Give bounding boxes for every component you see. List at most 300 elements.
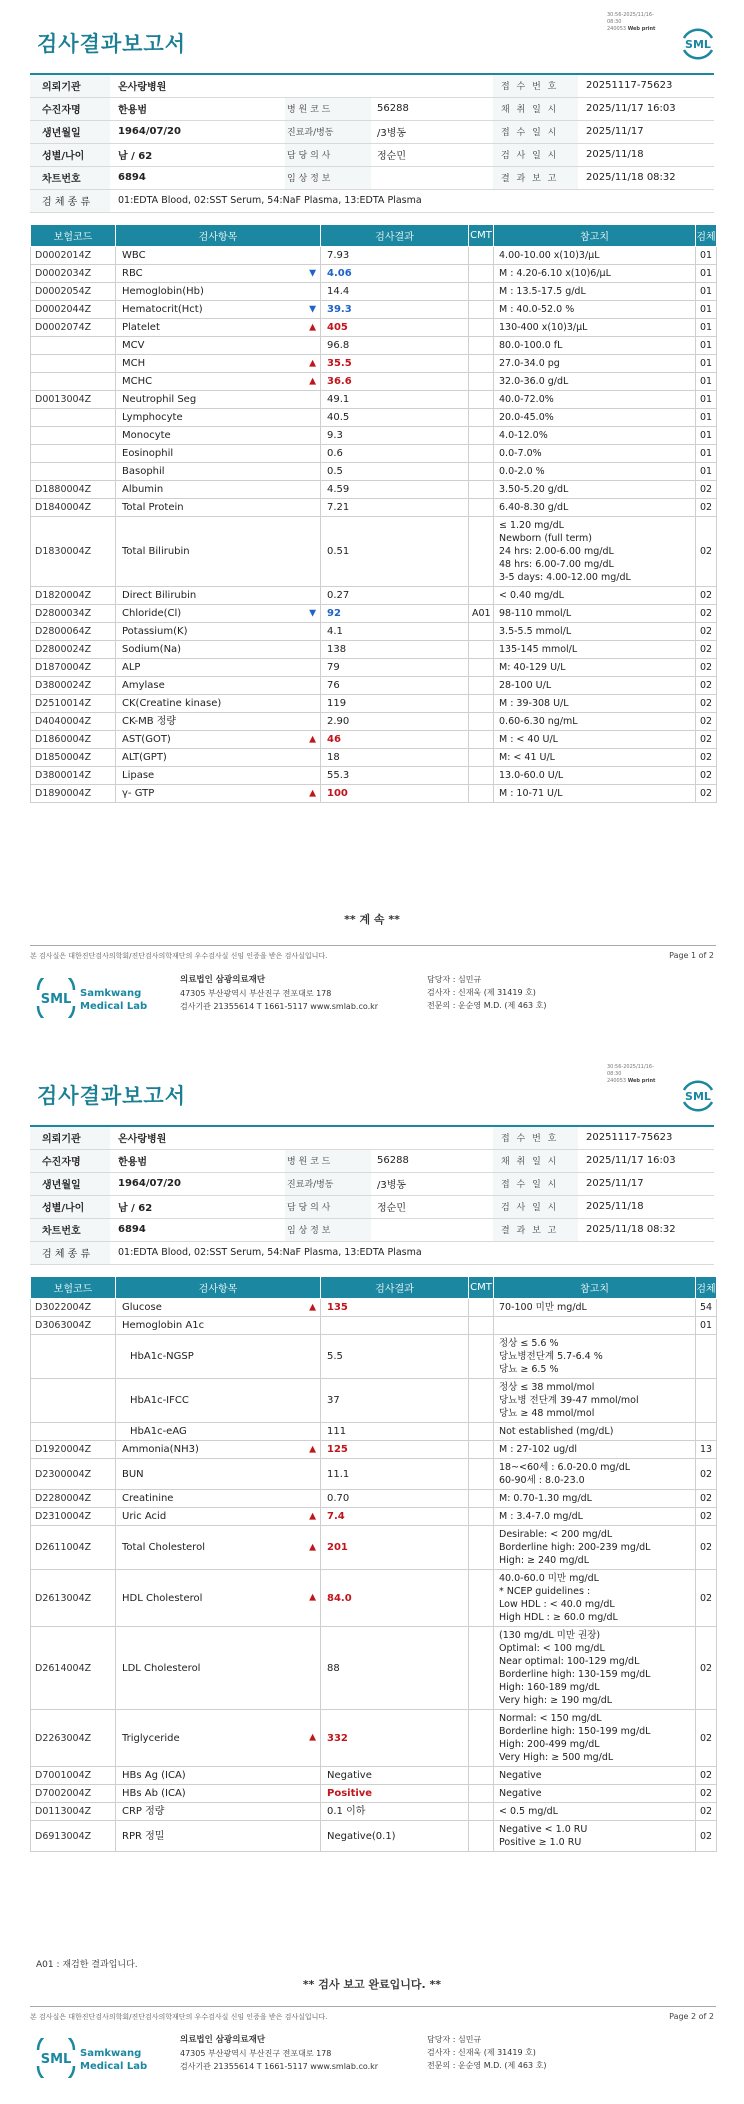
comment-cell xyxy=(469,695,494,713)
col-header-cmt: CMT xyxy=(469,1277,494,1299)
table-row xyxy=(31,659,717,677)
test-item-cell-text: Basophil xyxy=(122,466,165,477)
reference-cell-text: 135-145 mmol/L xyxy=(499,644,578,655)
specimen-cell xyxy=(696,409,717,427)
insurance-code-cell-text: D1880004Z xyxy=(35,484,92,495)
reference-cell xyxy=(494,1803,696,1821)
low-flag-icon: ▼ xyxy=(309,268,316,278)
test-item-cell-text: WBC xyxy=(122,250,146,261)
info-label: 병 원 코 드 xyxy=(285,1149,371,1172)
insurance-code-cell-text: D3022004Z xyxy=(35,1302,92,1313)
svg-text:SML: SML xyxy=(685,1090,711,1103)
result-cell xyxy=(321,785,469,803)
test-item-cell-text: HDL Cholesterol xyxy=(122,1592,203,1604)
result-cell-text: 0.70 xyxy=(327,1493,350,1504)
specimen-cell xyxy=(696,517,717,587)
specimen-cell xyxy=(696,767,717,785)
table-row xyxy=(31,463,717,481)
result-cell-text: 7.21 xyxy=(327,502,350,513)
svg-text:Medical Lab: Medical Lab xyxy=(80,2061,148,2072)
comment-cell xyxy=(469,731,494,749)
insurance-code-cell xyxy=(31,481,116,499)
reference-cell-text: Negative xyxy=(499,1788,542,1799)
reference-cell xyxy=(494,1821,696,1852)
reference-cell xyxy=(494,1785,696,1803)
insurance-code-cell xyxy=(31,1821,116,1852)
insurance-code-cell xyxy=(31,1570,116,1627)
lab-address: 의료법인 삼광의료재단 47305 부산광역시 부산진구 전포대로 178 검사기관 21355614 T 1661-5117 www.smlab.co.kr xyxy=(180,975,379,1011)
low-flag-icon: ▼ xyxy=(309,304,316,314)
footer-divider xyxy=(30,2006,716,2007)
insurance-code-cell-text: D3063004Z xyxy=(35,1320,92,1331)
info-value: 한용범 xyxy=(110,97,285,120)
insurance-code-cell-text: D3800014Z xyxy=(35,770,92,781)
comment-cell xyxy=(469,355,494,373)
result-cell xyxy=(321,695,469,713)
high-flag-icon: ▲ xyxy=(309,358,316,368)
specimen-cell-text: 02 xyxy=(699,1788,713,1799)
insurance-code-cell-text: D3800024Z xyxy=(35,680,92,691)
result-cell-text: Positive xyxy=(327,1788,373,1799)
info-label: 임 상 정 보 xyxy=(285,166,371,189)
insurance-code-cell xyxy=(31,1627,116,1710)
comment-note: A01 : 재검한 결과입니다. xyxy=(36,1960,138,1970)
reference-cell-text: 27.0-34.0 pg xyxy=(499,358,560,369)
specimen-cell xyxy=(696,1821,717,1852)
comment-cell xyxy=(469,1785,494,1803)
reference-cell-text: M : 39-308 U/L xyxy=(499,698,569,709)
specimen-cell-text: 02 xyxy=(699,644,713,655)
test-item-cell xyxy=(116,373,321,391)
insurance-code-cell-text: D2614004Z xyxy=(35,1662,92,1674)
test-item-cell xyxy=(116,695,321,713)
info-label: 담 당 의 사 xyxy=(285,1195,371,1218)
insurance-code-cell-text: D2800034Z xyxy=(35,608,92,619)
test-item-cell-text: Hemoglobin(Hb) xyxy=(122,286,204,297)
report-page-2 xyxy=(0,1052,744,2104)
reference-cell xyxy=(494,1379,696,1423)
reference-cell-text: M : < 40 U/L xyxy=(499,734,558,745)
reference-cell xyxy=(494,1508,696,1526)
insurance-code-cell xyxy=(31,659,116,677)
reference-cell xyxy=(494,677,696,695)
insurance-code-cell-text: D7002004Z xyxy=(35,1788,92,1799)
comment-cell xyxy=(469,1508,494,1526)
result-cell xyxy=(321,409,469,427)
specimen-cell xyxy=(696,785,717,803)
info-label: 검 체 종 류 xyxy=(30,189,110,212)
reference-cell-text: M : 10-71 U/L xyxy=(499,788,563,799)
table-row xyxy=(31,1459,717,1490)
col-header-result: 검사결과 xyxy=(321,225,469,247)
test-item-cell xyxy=(116,1570,321,1627)
result-cell xyxy=(321,283,469,301)
table-row xyxy=(31,373,717,391)
test-item-cell xyxy=(116,1710,321,1767)
info-label: 담 당 의 사 xyxy=(285,143,371,166)
specimen-cell-text: 02 xyxy=(699,626,713,637)
specimen-types: 01:EDTA Blood, 02:SST Serum, 54:NaF Plasma, 13:EDTA Plasma xyxy=(110,1241,714,1264)
result-cell-text: 0.27 xyxy=(327,590,350,601)
specimen-cell-text: 02 xyxy=(699,502,713,513)
info-label: 진료과/병동 xyxy=(285,1172,371,1195)
reference-cell xyxy=(494,1526,696,1570)
result-cell-text: 0.5 xyxy=(327,466,343,477)
info-label: 생년월일 xyxy=(30,1172,110,1195)
reference-cell xyxy=(494,265,696,283)
result-cell-text: 96.8 xyxy=(327,340,350,351)
info-label: 접 수 일 시 xyxy=(493,120,578,143)
specimen-cell-text: 01 xyxy=(699,412,713,423)
table-row xyxy=(31,623,717,641)
table-row xyxy=(31,1710,717,1767)
result-cell xyxy=(321,749,469,767)
reference-cell xyxy=(494,427,696,445)
table-row xyxy=(31,1299,717,1317)
specimen-cell-text: 02 xyxy=(699,546,713,557)
result-cell-text: 49.1 xyxy=(327,394,350,405)
reference-cell-text: 3.50-5.20 g/dL xyxy=(499,484,569,495)
comment-cell xyxy=(469,301,494,319)
insurance-code-cell xyxy=(31,463,116,481)
result-cell-text: 46 xyxy=(327,734,341,745)
result-cell xyxy=(321,659,469,677)
test-item-cell xyxy=(116,391,321,409)
insurance-code-cell xyxy=(31,445,116,463)
page-title: 검사결과보고서 xyxy=(37,32,187,56)
info-value: 6894 xyxy=(110,1218,285,1241)
comment-cell xyxy=(469,587,494,605)
info-value: 한용범 xyxy=(110,1149,285,1172)
result-cell xyxy=(321,1317,469,1335)
patient-info-table xyxy=(30,1125,714,1265)
info-label: 성별/나이 xyxy=(30,143,110,166)
result-cell xyxy=(321,1508,469,1526)
table-row xyxy=(31,265,717,283)
specimen-cell xyxy=(696,1526,717,1570)
insurance-code-cell-text: D1870004Z xyxy=(35,662,92,673)
insurance-code-cell xyxy=(31,1803,116,1821)
result-cell-text: 135 xyxy=(327,1302,348,1313)
specimen-cell xyxy=(696,481,717,499)
reference-cell-text: M: < 41 U/L xyxy=(499,752,555,763)
info-value: 2025/11/17 xyxy=(578,120,714,143)
test-item-cell xyxy=(116,1508,321,1526)
result-cell-text: 88 xyxy=(327,1662,340,1674)
comment-cell xyxy=(469,1803,494,1821)
test-item-cell xyxy=(116,265,321,283)
insurance-code-cell xyxy=(31,283,116,301)
samkwang-logo-icon xyxy=(36,978,156,1018)
specimen-cell-text: 02 xyxy=(699,608,713,619)
sml-logo-icon xyxy=(678,1076,718,1116)
test-item-cell-text: Hemoglobin A1c xyxy=(122,1320,205,1331)
insurance-code-cell-text: D0002014Z xyxy=(35,250,92,261)
specimen-cell xyxy=(696,319,717,337)
specimen-cell-text: 01 xyxy=(699,322,713,333)
lab-address: 의료법인 삼광의료재단 47305 부산광역시 부산진구 전포대로 178 검사기관 21355614 T 1661-5117 www.smlab.co.kr xyxy=(180,2035,379,2071)
specimen-cell-text: 02 xyxy=(699,716,713,727)
result-cell xyxy=(321,731,469,749)
insurance-code-cell xyxy=(31,767,116,785)
table-row xyxy=(31,283,717,301)
insurance-code-cell xyxy=(31,301,116,319)
insurance-code-cell xyxy=(31,319,116,337)
info-value: /3병동 xyxy=(371,120,493,143)
comment-cell xyxy=(469,1423,494,1441)
info-value: 6894 xyxy=(110,166,285,189)
specimen-cell xyxy=(696,499,717,517)
info-value: 56288 xyxy=(371,1149,493,1172)
high-flag-icon: ▲ xyxy=(309,1732,316,1743)
test-item-cell-text: γ- GTP xyxy=(122,788,155,799)
info-value xyxy=(371,166,493,189)
specimen-cell xyxy=(696,1570,717,1627)
test-item-cell xyxy=(116,427,321,445)
insurance-code-cell xyxy=(31,1710,116,1767)
result-cell xyxy=(321,517,469,587)
insurance-code-cell xyxy=(31,337,116,355)
insurance-code-cell xyxy=(31,499,116,517)
result-cell-text: 138 xyxy=(327,644,347,655)
insurance-code-cell-text: D0013004Z xyxy=(35,394,92,405)
svg-text:SML: SML xyxy=(40,992,72,1007)
specimen-cell xyxy=(696,1490,717,1508)
insurance-code-cell xyxy=(31,677,116,695)
table-row xyxy=(31,499,717,517)
result-cell-text: 14.4 xyxy=(327,286,350,297)
table-row xyxy=(31,1526,717,1570)
reference-cell-text: M: 0.70-1.30 mg/dL xyxy=(499,1493,592,1504)
result-cell xyxy=(321,499,469,517)
info-label: 접 수 일 시 xyxy=(493,1172,578,1195)
specimen-cell-text: 01 xyxy=(699,250,713,261)
test-item-cell-text: Ammonia(NH3) xyxy=(122,1444,199,1455)
specimen-cell xyxy=(696,1710,717,1767)
reference-cell xyxy=(494,785,696,803)
specimen-cell xyxy=(696,1299,717,1317)
reference-cell xyxy=(494,319,696,337)
result-cell xyxy=(321,355,469,373)
result-cell-text: 9.3 xyxy=(327,430,343,441)
info-value: 남 / 62 xyxy=(110,1195,285,1218)
insurance-code-cell xyxy=(31,1299,116,1317)
comment-cell xyxy=(469,677,494,695)
insurance-code-cell xyxy=(31,731,116,749)
test-item-cell xyxy=(116,641,321,659)
table-row xyxy=(31,1821,717,1852)
test-item-cell-text: CRP 정량 xyxy=(122,1806,165,1817)
test-item-cell xyxy=(116,785,321,803)
specimen-cell xyxy=(696,337,717,355)
specimen-cell xyxy=(696,265,717,283)
reference-cell-text: M : 13.5-17.5 g/dL xyxy=(499,286,586,297)
result-cell xyxy=(321,337,469,355)
col-header-code: 보험코드 xyxy=(31,1277,116,1299)
reference-cell-text: 3.5-5.5 mmol/L xyxy=(499,626,572,637)
test-item-cell-text: Creatinine xyxy=(122,1493,174,1504)
page-number: Page 1 of 2 xyxy=(669,951,714,960)
test-item-cell xyxy=(116,1526,321,1570)
specimen-cell-text: 02 xyxy=(699,1732,713,1744)
table-row xyxy=(31,695,717,713)
test-item-cell-text: Direct Bilirubin xyxy=(122,590,197,601)
info-label: 차트번호 xyxy=(30,166,110,189)
test-item-cell-text: HBs Ab (ICA) xyxy=(122,1788,186,1799)
insurance-code-cell xyxy=(31,713,116,731)
svg-text:Samkwang: Samkwang xyxy=(80,988,142,999)
specimen-cell xyxy=(696,1785,717,1803)
specimen-cell xyxy=(696,1441,717,1459)
comment-cell xyxy=(469,785,494,803)
specimen-cell-text: 54 xyxy=(699,1302,713,1313)
result-cell xyxy=(321,1490,469,1508)
result-cell-text: Negative xyxy=(327,1770,372,1781)
specimen-cell xyxy=(696,247,717,265)
info-value: 남 / 62 xyxy=(110,143,285,166)
comment-cell xyxy=(469,427,494,445)
svg-text:Samkwang: Samkwang xyxy=(80,2048,142,2059)
insurance-code-cell-text: D1830004Z xyxy=(35,546,92,557)
result-cell-text: 39.3 xyxy=(327,304,352,315)
insurance-code-cell xyxy=(31,641,116,659)
result-cell-text: 76 xyxy=(327,680,340,691)
comment-cell xyxy=(469,391,494,409)
info-label: 결 과 보 고 xyxy=(493,166,578,189)
result-cell xyxy=(321,391,469,409)
specimen-cell-text: 01 xyxy=(699,358,713,369)
info-label: 진료과/병동 xyxy=(285,120,371,143)
info-label: 검 사 일 시 xyxy=(493,143,578,166)
insurance-code-cell xyxy=(31,695,116,713)
reference-cell xyxy=(494,1441,696,1459)
test-item-cell-text: HbA1c-NGSP xyxy=(130,1351,194,1362)
page-title: 검사결과보고서 xyxy=(37,1084,187,1108)
info-value: 1964/07/20 xyxy=(110,1172,285,1195)
table-row xyxy=(31,481,717,499)
info-label: 검 체 종 류 xyxy=(30,1241,110,1264)
col-header-specimen: 검체 xyxy=(696,1277,717,1299)
reference-cell-text: 80.0-100.0 fL xyxy=(499,340,563,351)
table-row xyxy=(31,1803,717,1821)
table-row xyxy=(31,785,717,803)
reference-cell xyxy=(494,587,696,605)
test-item-cell xyxy=(116,605,321,623)
result-cell xyxy=(321,1526,469,1570)
info-value xyxy=(371,1218,493,1241)
test-item-cell xyxy=(116,481,321,499)
reference-cell xyxy=(494,445,696,463)
test-item-cell-text: Total Protein xyxy=(122,502,184,513)
info-label: 차트번호 xyxy=(30,1218,110,1241)
insurance-code-cell xyxy=(31,265,116,283)
comment-cell xyxy=(469,1459,494,1490)
specimen-cell-text: 02 xyxy=(699,1662,713,1674)
col-header-code: 보험코드 xyxy=(31,225,116,247)
result-cell-text: 35.5 xyxy=(327,358,352,369)
specimen-cell-text: 02 xyxy=(699,1806,713,1817)
reference-cell xyxy=(494,641,696,659)
info-label: 접 수 번 호 xyxy=(493,74,578,97)
reference-cell xyxy=(494,409,696,427)
test-item-cell xyxy=(116,283,321,301)
high-flag-icon: ▲ xyxy=(309,1302,316,1312)
test-item-cell-text: Neutrophil Seg xyxy=(122,394,197,405)
comment-cell xyxy=(469,517,494,587)
reference-cell-text: 130-400 x(10)3/μL xyxy=(499,322,588,333)
specimen-cell-text: 01 xyxy=(699,268,713,279)
result-cell xyxy=(321,265,469,283)
test-item-cell xyxy=(116,1490,321,1508)
comment-cell xyxy=(469,481,494,499)
insurance-code-cell xyxy=(31,1379,116,1423)
test-item-cell-text: AST(GOT) xyxy=(122,734,171,745)
insurance-code-cell xyxy=(31,1526,116,1570)
insurance-code-cell-text: D0113004Z xyxy=(35,1806,92,1817)
result-cell xyxy=(321,677,469,695)
reference-cell-text: 40.0-60.0 미만 mg/dL * NCEP guidelines : Low HDL : < 40.0 mg/dL High HDL : ≥ 60.0 mg/dL xyxy=(499,1573,618,1623)
comment-cell xyxy=(469,463,494,481)
table-row xyxy=(31,677,717,695)
result-cell-text: 4.06 xyxy=(327,268,352,279)
col-header-result: 검사결과 xyxy=(321,1277,469,1299)
reference-cell-text: 70-100 미만 mg/dL xyxy=(499,1302,587,1313)
specimen-cell-text: 02 xyxy=(699,752,713,763)
specimen-cell-text: 02 xyxy=(699,1770,713,1781)
reference-cell xyxy=(494,1459,696,1490)
specimen-cell-text: 01 xyxy=(699,376,713,387)
certification-note: 본 검사실은 대한진단검사의학회/진단검사의학재단의 우수검사실 신임 인증을 받은 검사실입니다. xyxy=(30,2013,328,2021)
reference-cell xyxy=(494,283,696,301)
result-cell-text: 111 xyxy=(327,1426,347,1437)
insurance-code-cell-text: D2310004Z xyxy=(35,1511,92,1522)
info-label: 채 취 일 시 xyxy=(493,97,578,120)
table-row xyxy=(31,409,717,427)
test-item-cell xyxy=(116,1627,321,1710)
test-item-cell xyxy=(116,355,321,373)
info-value: 정순민 xyxy=(371,143,493,166)
result-cell xyxy=(321,623,469,641)
comment-cell xyxy=(469,1526,494,1570)
specimen-cell xyxy=(696,427,717,445)
reference-cell xyxy=(494,1423,696,1441)
comment-cell xyxy=(469,623,494,641)
specimen-cell xyxy=(696,677,717,695)
reference-cell-text: 32.0-36.0 g/dL xyxy=(499,376,569,387)
insurance-code-cell xyxy=(31,1508,116,1526)
test-item-cell-text: LDL Cholesterol xyxy=(122,1662,201,1674)
test-item-cell xyxy=(116,749,321,767)
reference-cell-text: 0.60-6.30 ng/mL xyxy=(499,716,578,727)
insurance-code-cell xyxy=(31,623,116,641)
insurance-code-cell-text: D2510014Z xyxy=(35,698,92,709)
specimen-cell-text: 02 xyxy=(699,590,713,601)
comment-cell xyxy=(469,499,494,517)
specimen-cell-text: 01 xyxy=(699,448,713,459)
specimen-cell-text: 02 xyxy=(699,734,713,745)
col-header-item: 검사항목 xyxy=(116,1277,321,1299)
comment-cell xyxy=(469,1441,494,1459)
insurance-code-cell-text: D1890004Z xyxy=(35,788,92,799)
result-cell-text: 119 xyxy=(327,698,347,709)
test-item-cell-text: Platelet xyxy=(122,322,160,333)
high-flag-icon: ▲ xyxy=(309,1444,316,1454)
reference-cell xyxy=(494,1335,696,1379)
specimen-cell xyxy=(696,1317,717,1335)
reference-cell-text: ≤ 1.20 mg/dL Newborn (full term) 24 hrs: 2.00-6.00 mg/dL 48 hrs: 6.00-7.00 mg/dL 3-5 days: 4.00-12.00 mg/dL xyxy=(499,520,631,583)
high-flag-icon: ▲ xyxy=(309,322,316,332)
result-cell xyxy=(321,301,469,319)
